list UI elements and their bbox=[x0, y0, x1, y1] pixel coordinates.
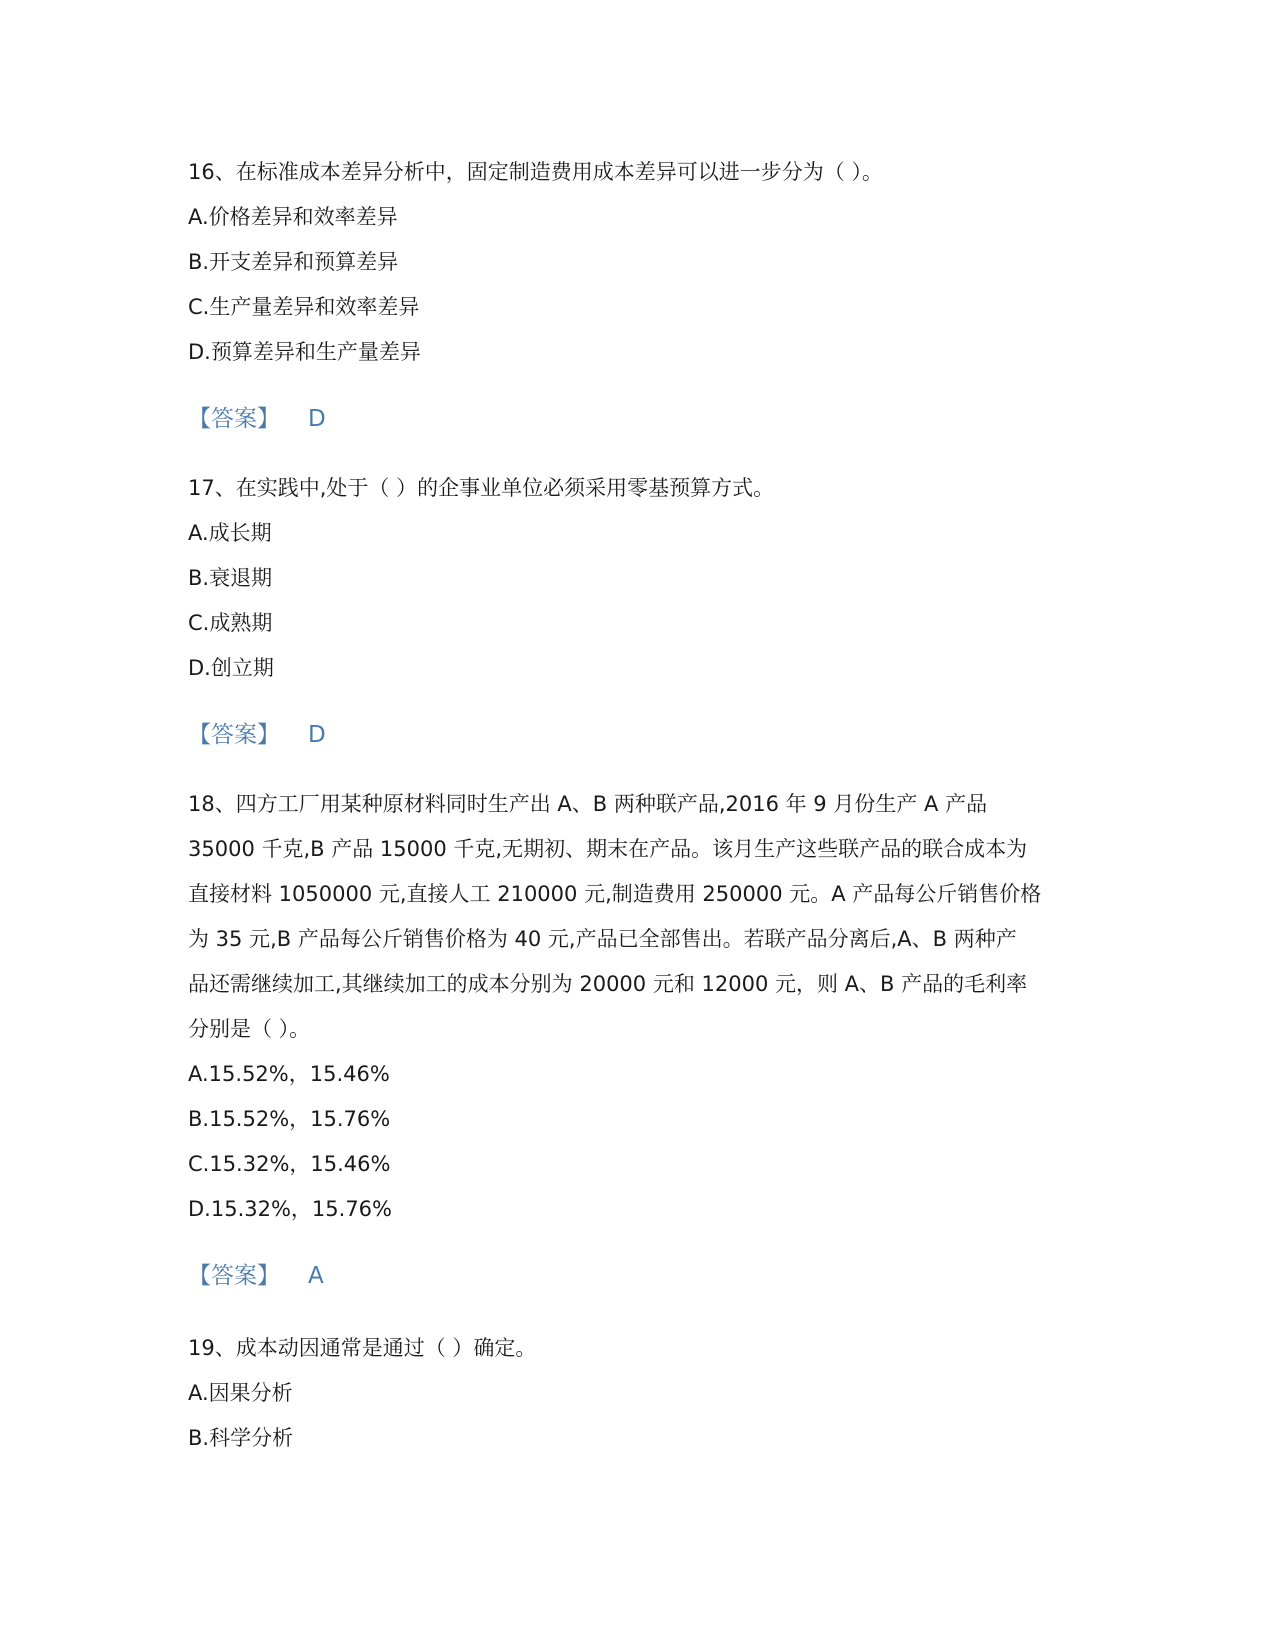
option-c: C.成熟期 bbox=[188, 611, 273, 635]
question-stem-line: 18、四方工厂用某种原材料同时生产出 A、B 两种联产品,2016 年 9 月份生产 A 产品 bbox=[188, 792, 988, 816]
answer-row bbox=[188, 397, 883, 442]
answer-label: 【答案】 bbox=[188, 1263, 280, 1289]
option-b: B.15.52%，15.76% bbox=[188, 1107, 391, 1131]
question-18 bbox=[188, 782, 1041, 1321]
question-stem: 19、成本动因通常是通过（ ）确定。 bbox=[188, 1336, 537, 1360]
option-a: A.15.52%，15.46% bbox=[188, 1062, 390, 1086]
option-b: B.科学分析 bbox=[188, 1426, 294, 1450]
question-stem-line: 为 35 元,B 产品每公斤销售价格为 40 元,产品已全部售出。若联产品分离后,A、B 两种产 bbox=[188, 927, 1017, 951]
option-a: A.价格差异和效率差异 bbox=[188, 205, 398, 229]
answer-row bbox=[188, 1254, 1041, 1299]
question-stem: 16、在标准成本差异分析中，固定制造费用成本差异可以进一步分为（ ）。 bbox=[188, 160, 883, 184]
option-c: C.生产量差异和效率差异 bbox=[188, 295, 420, 319]
answer-value: A bbox=[308, 1263, 324, 1289]
option-d: D.创立期 bbox=[188, 656, 274, 680]
answer-value: D bbox=[308, 406, 326, 432]
option-d: D.预算差异和生产量差异 bbox=[188, 340, 421, 364]
option-b: B.衰退期 bbox=[188, 566, 273, 590]
option-b: B.开支差异和预算差异 bbox=[188, 250, 399, 274]
question-19 bbox=[188, 1326, 536, 1461]
question-stem-line: 品还需继续加工,其继续加工的成本分别为 20000 元和 12000 元，则 A、B 产品的毛利率 bbox=[188, 972, 1028, 996]
question-stem: 17、在实践中,处于（ ）的企事业单位必须采用零基预算方式。 bbox=[188, 476, 775, 500]
option-a: A.因果分析 bbox=[188, 1381, 293, 1405]
answer-value: D bbox=[308, 722, 326, 748]
question-stem-line: 直接材料 1050000 元,直接人工 210000 元,制造费用 250000 元。A 产品每公斤销售价格 bbox=[188, 882, 1042, 906]
answer-row bbox=[188, 713, 774, 758]
option-c: C.15.32%，15.46% bbox=[188, 1152, 391, 1176]
option-d: D.15.32%，15.76% bbox=[188, 1197, 392, 1221]
question-stem-line: 分别是（ ）。 bbox=[188, 1017, 311, 1041]
answer-label: 【答案】 bbox=[188, 406, 280, 432]
question-17 bbox=[188, 466, 774, 780]
question-16 bbox=[188, 150, 883, 464]
option-a: A.成长期 bbox=[188, 521, 272, 545]
answer-label: 【答案】 bbox=[188, 722, 280, 748]
question-stem-line: 35000 千克,B 产品 15000 千克,无期初、期末在产品。该月生产这些联产品的联合成本为 bbox=[188, 837, 1028, 861]
